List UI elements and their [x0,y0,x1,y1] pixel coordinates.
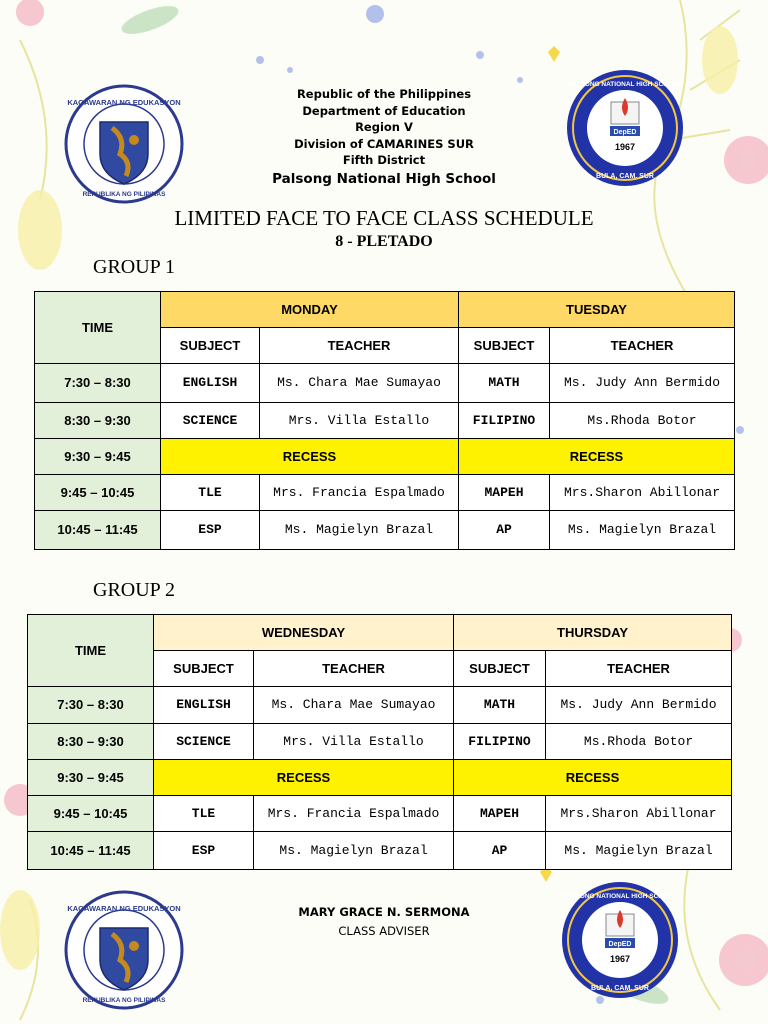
subject-cell: SCIENCE [161,403,260,439]
adviser-name: MARY GRACE N. SERMONA [298,905,470,919]
subject-cell: TLE [161,475,260,511]
teacher-cell: Mrs. Villa Estallo [254,724,454,760]
subject-cell: ENGLISH [154,687,254,724]
teacher-cell: Ms. Magielyn Brazal [550,511,735,550]
letterhead-line: Region V [355,120,413,134]
subject-header: SUBJECT [459,328,550,364]
school-ring-bottom-text: BULA, CAM. SUR [596,173,654,180]
table-row [35,364,735,403]
recess-cell: RECESS [459,439,735,475]
group-2-label: GROUP 2 [93,579,176,601]
time-cell: 8:30 – 9:30 [28,724,154,760]
table-row-recess [35,439,735,475]
time-cell: 7:30 – 8:30 [35,364,161,403]
subject-cell: AP [459,511,550,550]
table-row-recess [28,760,732,796]
section-name: 8 - PLETADO [335,233,433,250]
day-header-wednesday: WEDNESDAY [154,615,454,651]
time-cell: 9:30 – 9:45 [35,439,161,475]
school-badge-text: DepED [613,129,637,136]
group-1-label: GROUP 1 [93,256,176,278]
teacher-cell: Ms. Magielyn Brazal [260,511,459,550]
teacher-cell: Ms. Chara Mae Sumayao [260,364,459,403]
school-seal-logo-bottom [560,880,680,1000]
table-row [35,511,735,550]
time-header: TIME [28,615,154,687]
subject-cell: ESP [154,832,254,870]
deped-seal-logo [64,84,184,204]
school-ring-bottom-text: BULA, CAM. SUR [591,985,649,992]
table-row [35,475,735,511]
subject-header: SUBJECT [161,328,260,364]
group-1-schedule-table [34,291,735,550]
teacher-cell: Mrs.Sharon Abillonar [546,796,732,832]
time-cell: 9:45 – 10:45 [28,796,154,832]
deped-ring-top-text: KAGAWARAN NG EDUKASYON [67,904,181,913]
subject-cell: FILIPINO [454,724,546,760]
letterhead [234,86,534,187]
letterhead-line: Division of CAMARINES SUR [294,136,474,151]
recess-cell: RECESS [161,439,459,475]
letterhead-line: Fifth District [342,153,426,167]
time-header: TIME [35,292,161,364]
teacher-cell: Mrs. Villa Estallo [260,403,459,439]
teacher-cell: Ms. Judy Ann Bermido [546,687,732,724]
subject-cell: MAPEH [459,475,550,511]
teacher-cell: Ms.Rhoda Botor [546,724,732,760]
teacher-cell: Ms. Magielyn Brazal [254,832,454,870]
adviser-role: CLASS ADVISER [338,924,430,938]
recess-cell: RECESS [154,760,454,796]
time-cell: 10:45 – 11:45 [35,511,161,550]
school-badge-text: DepED [608,941,632,948]
teacher-cell: Ms. Magielyn Brazal [546,832,732,870]
subject-header: SUBJECT [454,651,546,687]
school-year-text: 1967 [614,142,636,152]
teacher-cell: Ms.Rhoda Botor [550,403,735,439]
school-ring-top-text: PALSONG NATIONAL HIGH SCHOOL [567,81,683,88]
teacher-cell: Ms. Chara Mae Sumayao [254,687,454,724]
teacher-header: TEACHER [260,328,459,364]
time-cell: 9:45 – 10:45 [35,475,161,511]
table-row [35,403,735,439]
subject-cell: MATH [459,364,550,403]
subject-cell: MAPEH [454,796,546,832]
teacher-cell: Ms. Judy Ann Bermido [550,364,735,403]
school-year-text: 1967 [609,954,631,964]
teacher-cell: Mrs. Francia Espalmado [260,475,459,511]
subject-header: SUBJECT [154,651,254,687]
subject-cell: TLE [154,796,254,832]
time-cell: 8:30 – 9:30 [35,403,161,439]
table-row [28,724,732,760]
table-row [28,687,732,724]
day-header-monday: MONDAY [161,292,459,328]
teacher-header: TEACHER [550,328,735,364]
day-header-tuesday: TUESDAY [459,292,735,328]
letterhead-line: Republic of the Philippines [296,87,472,101]
letterhead-line: Department of Education [302,103,466,118]
recess-cell: RECESS [454,760,732,796]
subject-cell: ENGLISH [161,364,260,403]
school-ring-top-text: PALSONG NATIONAL HIGH SCHOOL [562,893,678,900]
deped-ring-top-text: KAGAWARAN NG EDUKASYON [67,98,181,107]
time-cell: 10:45 – 11:45 [28,832,154,870]
table-row [28,832,732,870]
group-2-schedule-table [27,614,732,870]
school-name: Palsong National High School [272,170,496,187]
subject-cell: AP [454,832,546,870]
teacher-cell: Mrs. Francia Espalmado [254,796,454,832]
day-header-thursday: THURSDAY [454,615,732,651]
teacher-cell: Mrs.Sharon Abillonar [550,475,735,511]
deped-ring-bottom-text: REPUBLIKA NG PILIPINAS [82,191,166,198]
time-cell: 7:30 – 8:30 [28,687,154,724]
school-seal-logo [565,68,685,188]
deped-ring-bottom-text: REPUBLIKA NG PILIPINAS [82,997,166,1004]
table-row [28,796,732,832]
teacher-header: TEACHER [546,651,732,687]
page-title: LIMITED FACE TO FACE CLASS SCHEDULE [174,206,594,230]
time-cell: 9:30 – 9:45 [28,760,154,796]
subject-cell: FILIPINO [459,403,550,439]
teacher-header: TEACHER [254,651,454,687]
subject-cell: MATH [454,687,546,724]
subject-cell: SCIENCE [154,724,254,760]
subject-cell: ESP [161,511,260,550]
